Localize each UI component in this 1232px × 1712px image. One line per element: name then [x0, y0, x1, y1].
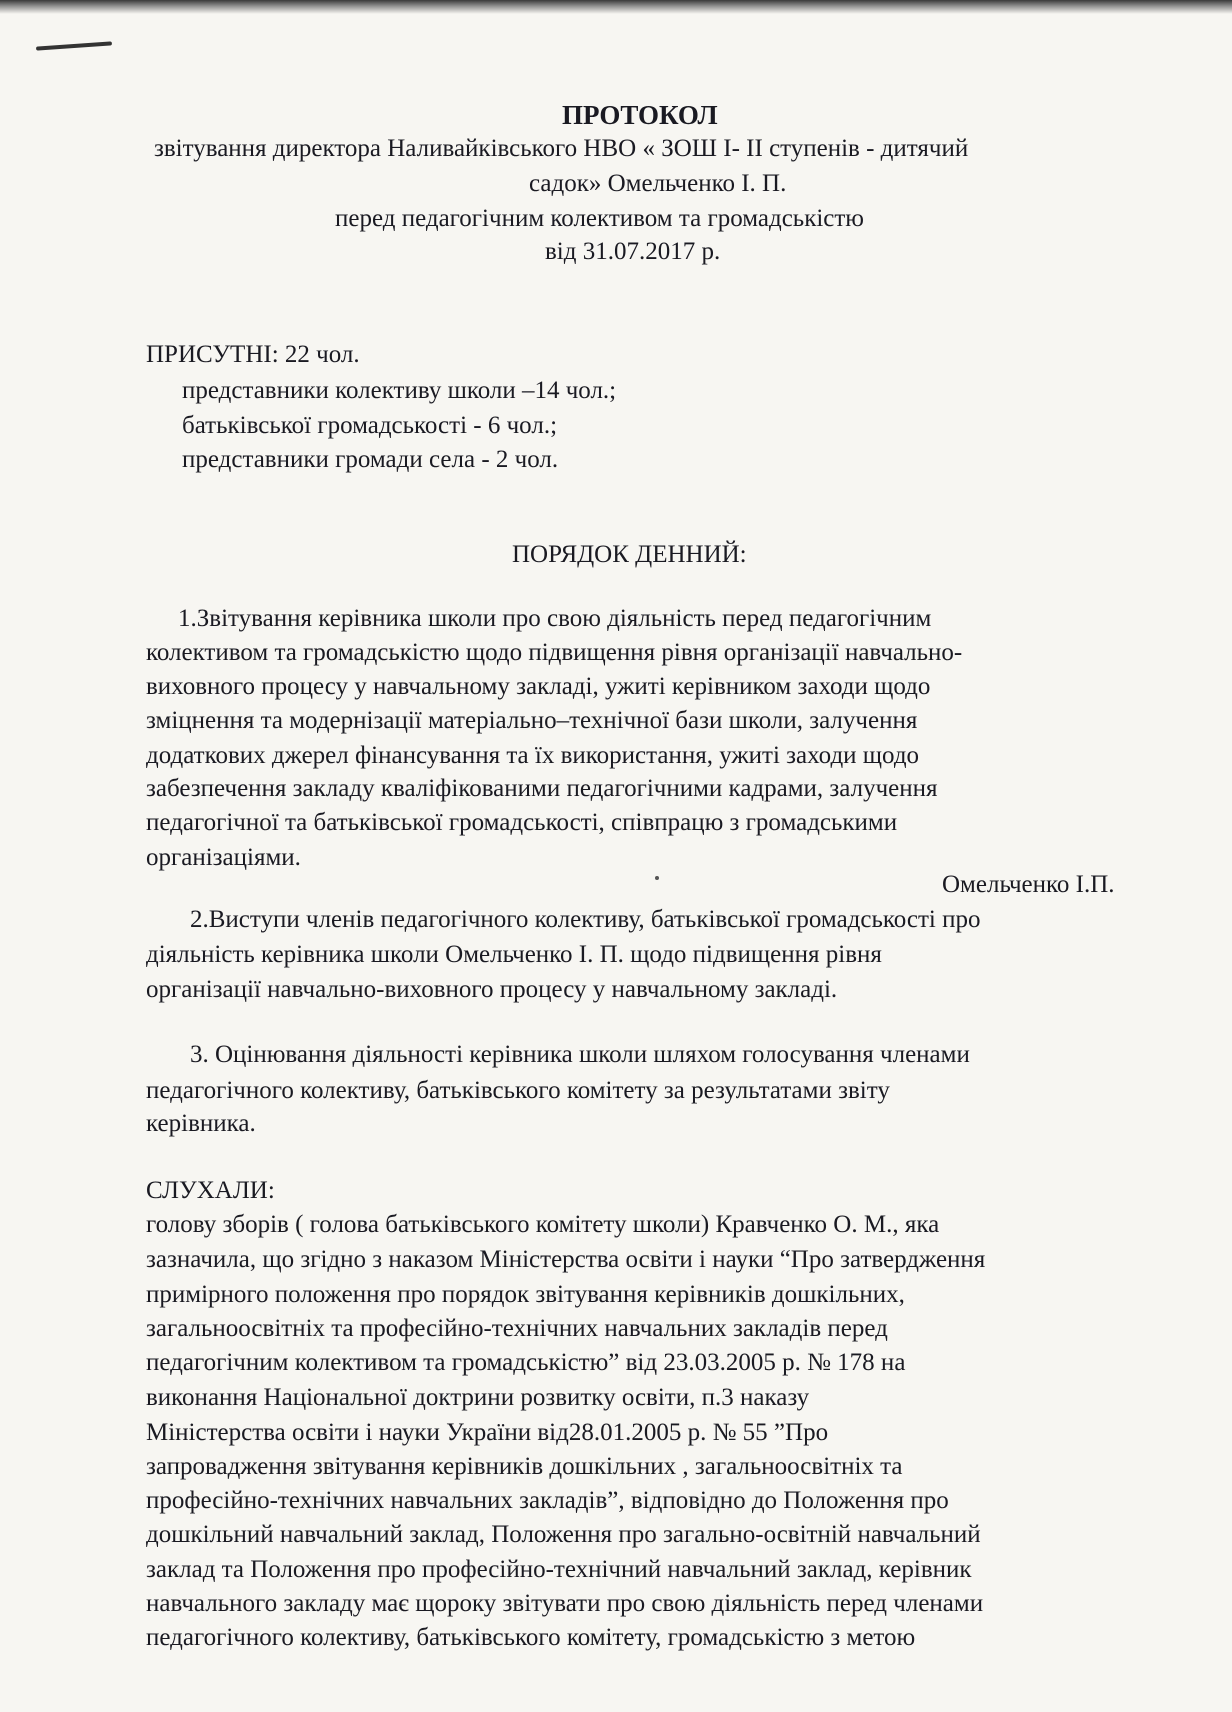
- heard-line: голову зборів ( голова батьківського комітету школи) Кравченко О. М., яка: [146, 1211, 940, 1238]
- subtitle-line: від 31.07.2017 р.: [545, 238, 721, 265]
- heard-line: загальноосвітніх та професійно-технічних навчальних закладів перед: [146, 1315, 888, 1342]
- document-title: ПРОТОКОЛ: [562, 100, 718, 130]
- heard-line: запровадження звітування керівників дошкільних , загальноосвітніх та: [146, 1453, 903, 1480]
- agenda-item-1-line: зміцнення та модернізації матеріально–технічної бази школи, залучення: [146, 707, 918, 734]
- present-item: батьківської громадськості - 6 чол.;: [182, 412, 558, 439]
- heard-line: професійно-технічних навчальних закладів”, відповідно до Положення про: [146, 1487, 949, 1514]
- agenda-item-2-line: 2.Виступи членів педагогічного колективу, батьківської громадськості про: [190, 906, 981, 933]
- scan-speck: [655, 876, 659, 880]
- present-heading: ПРИСУТНІ: 22 чол.: [146, 341, 360, 368]
- subtitle-line: перед педагогічним колективом та громадськістю: [335, 205, 864, 232]
- agenda-item-1-line: колективом та громадськістю щодо підвищення рівня організації навчально-: [146, 639, 963, 666]
- heard-line: примірного положення про порядок звітування керівників дошкільних,: [146, 1281, 905, 1308]
- agenda-item-2-line: діяльність керівника школи Омельченко І. П. щодо підвищення рівня: [146, 941, 882, 968]
- heard-line: зазначила, що згідно з наказом Міністерства освіти і науки “Про затвердження: [146, 1246, 986, 1273]
- agenda-item-1-line: виховного процесу у навчальному закладі, ужиті керівником заходи щодо: [146, 673, 931, 700]
- scan-top-edge: [0, 0, 1232, 14]
- agenda-item-3-line: педагогічного колективу, батьківського комітету за результатами звіту: [146, 1077, 890, 1104]
- agenda-item-1-line: забезпечення закладу кваліфікованими педагогічними кадрами, залучення: [146, 775, 938, 802]
- agenda-item-2-line: організації навчально-виховного процесу у навчальному закладі.: [146, 976, 838, 1003]
- bleed-through-texture: [150, 95, 1130, 1245]
- subtitle-line: звітування директора Наливайківського НВО « ЗОШ І- ІІ ступенів - дитячий: [154, 135, 969, 162]
- heard-line: дошкільний навчальний заклад, Положення про загально-освітній навчальний: [146, 1521, 981, 1548]
- agenda-speaker: Омельченко І.П.: [942, 871, 1115, 898]
- heard-line: педагогічним колективом та громадськістю” від 23.03.2005 р. № 178 на: [146, 1349, 906, 1376]
- agenda-heading: ПОРЯДОК ДЕННИЙ:: [512, 541, 747, 568]
- subtitle-line: садок» Омельченко І. П.: [529, 170, 787, 197]
- scan-mark: [36, 41, 112, 50]
- present-item: представники громади села - 2 чол.: [182, 446, 559, 473]
- agenda-item-3-line: 3. Оцінювання діяльності керівника школи шляхом голосування членами: [190, 1041, 970, 1068]
- heard-line: заклад та Положення про професійно-технічний навчальний заклад, керівник: [146, 1556, 972, 1583]
- agenda-item-1-line: 1.Звітування керівника школи про свою діяльність перед педагогічним: [178, 605, 932, 632]
- heard-line: навчального закладу має щороку звітувати про свою діяльність перед членами: [146, 1590, 984, 1617]
- agenda-item-1-line: педагогічної та батьківської громадськості, співпрацю з громадськими: [146, 809, 898, 836]
- agenda-item-3-line: керівника.: [146, 1110, 256, 1137]
- heard-line: виконання Національної доктрини розвитку освіти, п.3 наказу: [146, 1384, 810, 1411]
- agenda-item-1-line: додаткових джерел фінансування та їх використання, ужиті заходи щодо: [146, 742, 920, 769]
- heard-line: педагогічного колективу, батьківського комітету, громадськістю з метою: [146, 1624, 916, 1651]
- heard-line: Міністерства освіти і науки України від28.01.2005 р. № 55 ”Про: [146, 1419, 829, 1446]
- agenda-item-1-line: організаціями.: [146, 844, 301, 871]
- present-item: представники колективу школи –14 чол.;: [182, 377, 617, 404]
- heard-heading: СЛУХАЛИ:: [146, 1177, 275, 1204]
